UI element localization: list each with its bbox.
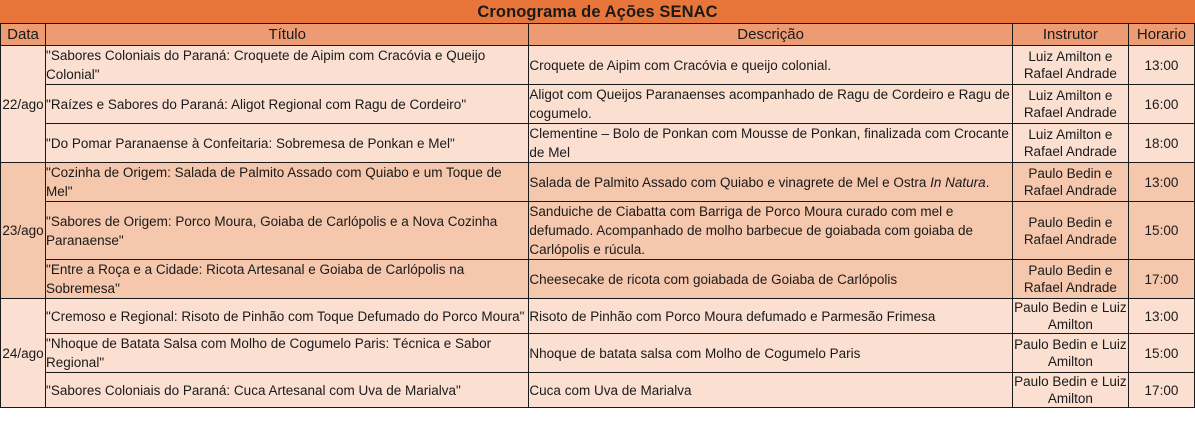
- titulo-cell: "Raízes e Sabores do Paraná: Aligot Regional com Ragu de Cordeiro": [46, 85, 529, 124]
- instrutor-cell: Paulo Bedin e Luiz Amilton: [1012, 334, 1128, 373]
- descricao-cell: Sanduiche de Ciabatta com Barriga de Porco Moura curado com mel e defumado. Acompanhado de molho barbecue de goiabada com goiaba de Carlópolis e rúcula.: [529, 202, 1012, 260]
- horario-cell: 17:00: [1128, 260, 1194, 299]
- table-row: [1, 85, 1195, 124]
- descricao-cell: [529, 163, 1012, 202]
- instrutor-cell: Paulo Bedin e Luiz Amilton: [1014, 300, 1127, 332]
- date-cell: 24/ago: [1, 299, 46, 408]
- table-row: [1, 124, 1195, 163]
- titulo-cell: "Sabores de Origem: Porco Moura, Goiaba de Carlópolis e a Nova Cozinha Paranaense": [46, 202, 529, 260]
- titulo-cell: "Entre a Roça e a Cidade: Ricota Artesanal e Goiaba de Carlópolis na Sobremesa": [46, 260, 529, 299]
- page-title: Cronograma de Ações SENAC: [1, 1, 1195, 24]
- horario-cell: 13:00: [1128, 299, 1194, 334]
- date-cell: 23/ago: [1, 163, 46, 299]
- horario-cell: 16:00: [1128, 85, 1194, 124]
- descricao-cell: Cuca com Uva de Marialva: [529, 373, 1012, 408]
- column-header-data: Data: [1, 24, 46, 46]
- titulo-cell: "Cozinha de Origem: Salada de Palmito Assado com Quiabo e um Toque de Mel": [46, 163, 529, 202]
- descricao-cell: Clementine – Bolo de Ponkan com Mousse de Ponkan, finalizada com Crocante de Mel: [529, 124, 1012, 163]
- horario-cell: 13:00: [1128, 163, 1194, 202]
- table-row: [1, 202, 1195, 260]
- column-header-titulo: Título: [46, 24, 529, 46]
- column-header-horario: Horario: [1128, 24, 1194, 46]
- table-row: [1, 163, 1195, 202]
- horario-cell: 17:00: [1128, 373, 1194, 408]
- horario-cell: 18:00: [1128, 124, 1194, 163]
- table-row: [1, 46, 1195, 85]
- titulo-cell: "Sabores Coloniais do Paraná: Cuca Artesanal com Uva de Marialva": [46, 373, 529, 408]
- table-row: [1, 373, 1195, 408]
- table-row: [1, 334, 1195, 373]
- descricao-cell: Croquete de Aipim com Cracóvia e queijo colonial.: [529, 46, 1012, 85]
- titulo-cell: "Do Pomar Paranaense à Confeitaria: Sobremesa de Ponkan e Mel": [46, 124, 529, 163]
- date-cell: 22/ago: [1, 46, 46, 163]
- instrutor-cell: Paulo Bedin e Luiz Amilton: [1014, 374, 1127, 406]
- table-row: [1, 299, 1195, 334]
- horario-cell: 13:00: [1128, 46, 1194, 85]
- descricao-cell: Aligot com Queijos Paranaenses acompanhado de Ragu de Cordeiro e Ragu de cogumelo.: [529, 85, 1012, 124]
- instrutor-cell: Luiz Amilton e Rafael Andrade: [1012, 46, 1128, 85]
- descricao-cell: Cheesecake de ricota com goiabada de Goiaba de Carlópolis: [529, 260, 1012, 299]
- horario-cell: 15:00: [1128, 334, 1194, 373]
- descricao-text-pre: Salada de Palmito Assado com Quiabo e vinagrete de Mel e Ostra: [529, 174, 931, 190]
- column-header-instrutor: Instrutor: [1012, 24, 1128, 46]
- descricao-text-post: .: [985, 174, 990, 190]
- instrutor-cell: Paulo Bedin e Rafael Andrade: [1012, 163, 1128, 202]
- titulo-cell: "Sabores Coloniais do Paraná: Croquete de Aipim com Cracóvia e Queijo Colonial": [46, 46, 529, 85]
- descricao-cell: Nhoque de batata salsa com Molho de Cogumelo Paris: [529, 334, 1012, 373]
- instrutor-cell: Luiz Amilton e Rafael Andrade: [1012, 85, 1128, 124]
- instrutor-cell: Luiz Amilton e Rafael Andrade: [1012, 124, 1128, 163]
- column-header-descricao: Descrição: [529, 24, 1012, 46]
- table-row: [1, 260, 1195, 299]
- titulo-cell: "Nhoque de Batata Salsa com Molho de Cogumelo Paris: Técnica e Sabor Regional": [46, 334, 529, 373]
- table-title-row: [1, 1, 1195, 24]
- instrutor-cell: Paulo Bedin e Rafael Andrade: [1012, 260, 1128, 299]
- table-header-row: [1, 24, 1195, 46]
- descricao-cell: Risoto de Pinhão com Porco Moura defumado e Parmesão Frimesa: [529, 299, 1012, 334]
- horario-cell: 15:00: [1128, 202, 1194, 260]
- titulo-cell: "Cremoso e Regional: Risoto de Pinhão com Toque Defumado do Porco Moura": [46, 299, 529, 334]
- descricao-text-italic: In Natura: [930, 174, 986, 190]
- instrutor-cell: Paulo Bedin e Rafael Andrade: [1012, 202, 1128, 260]
